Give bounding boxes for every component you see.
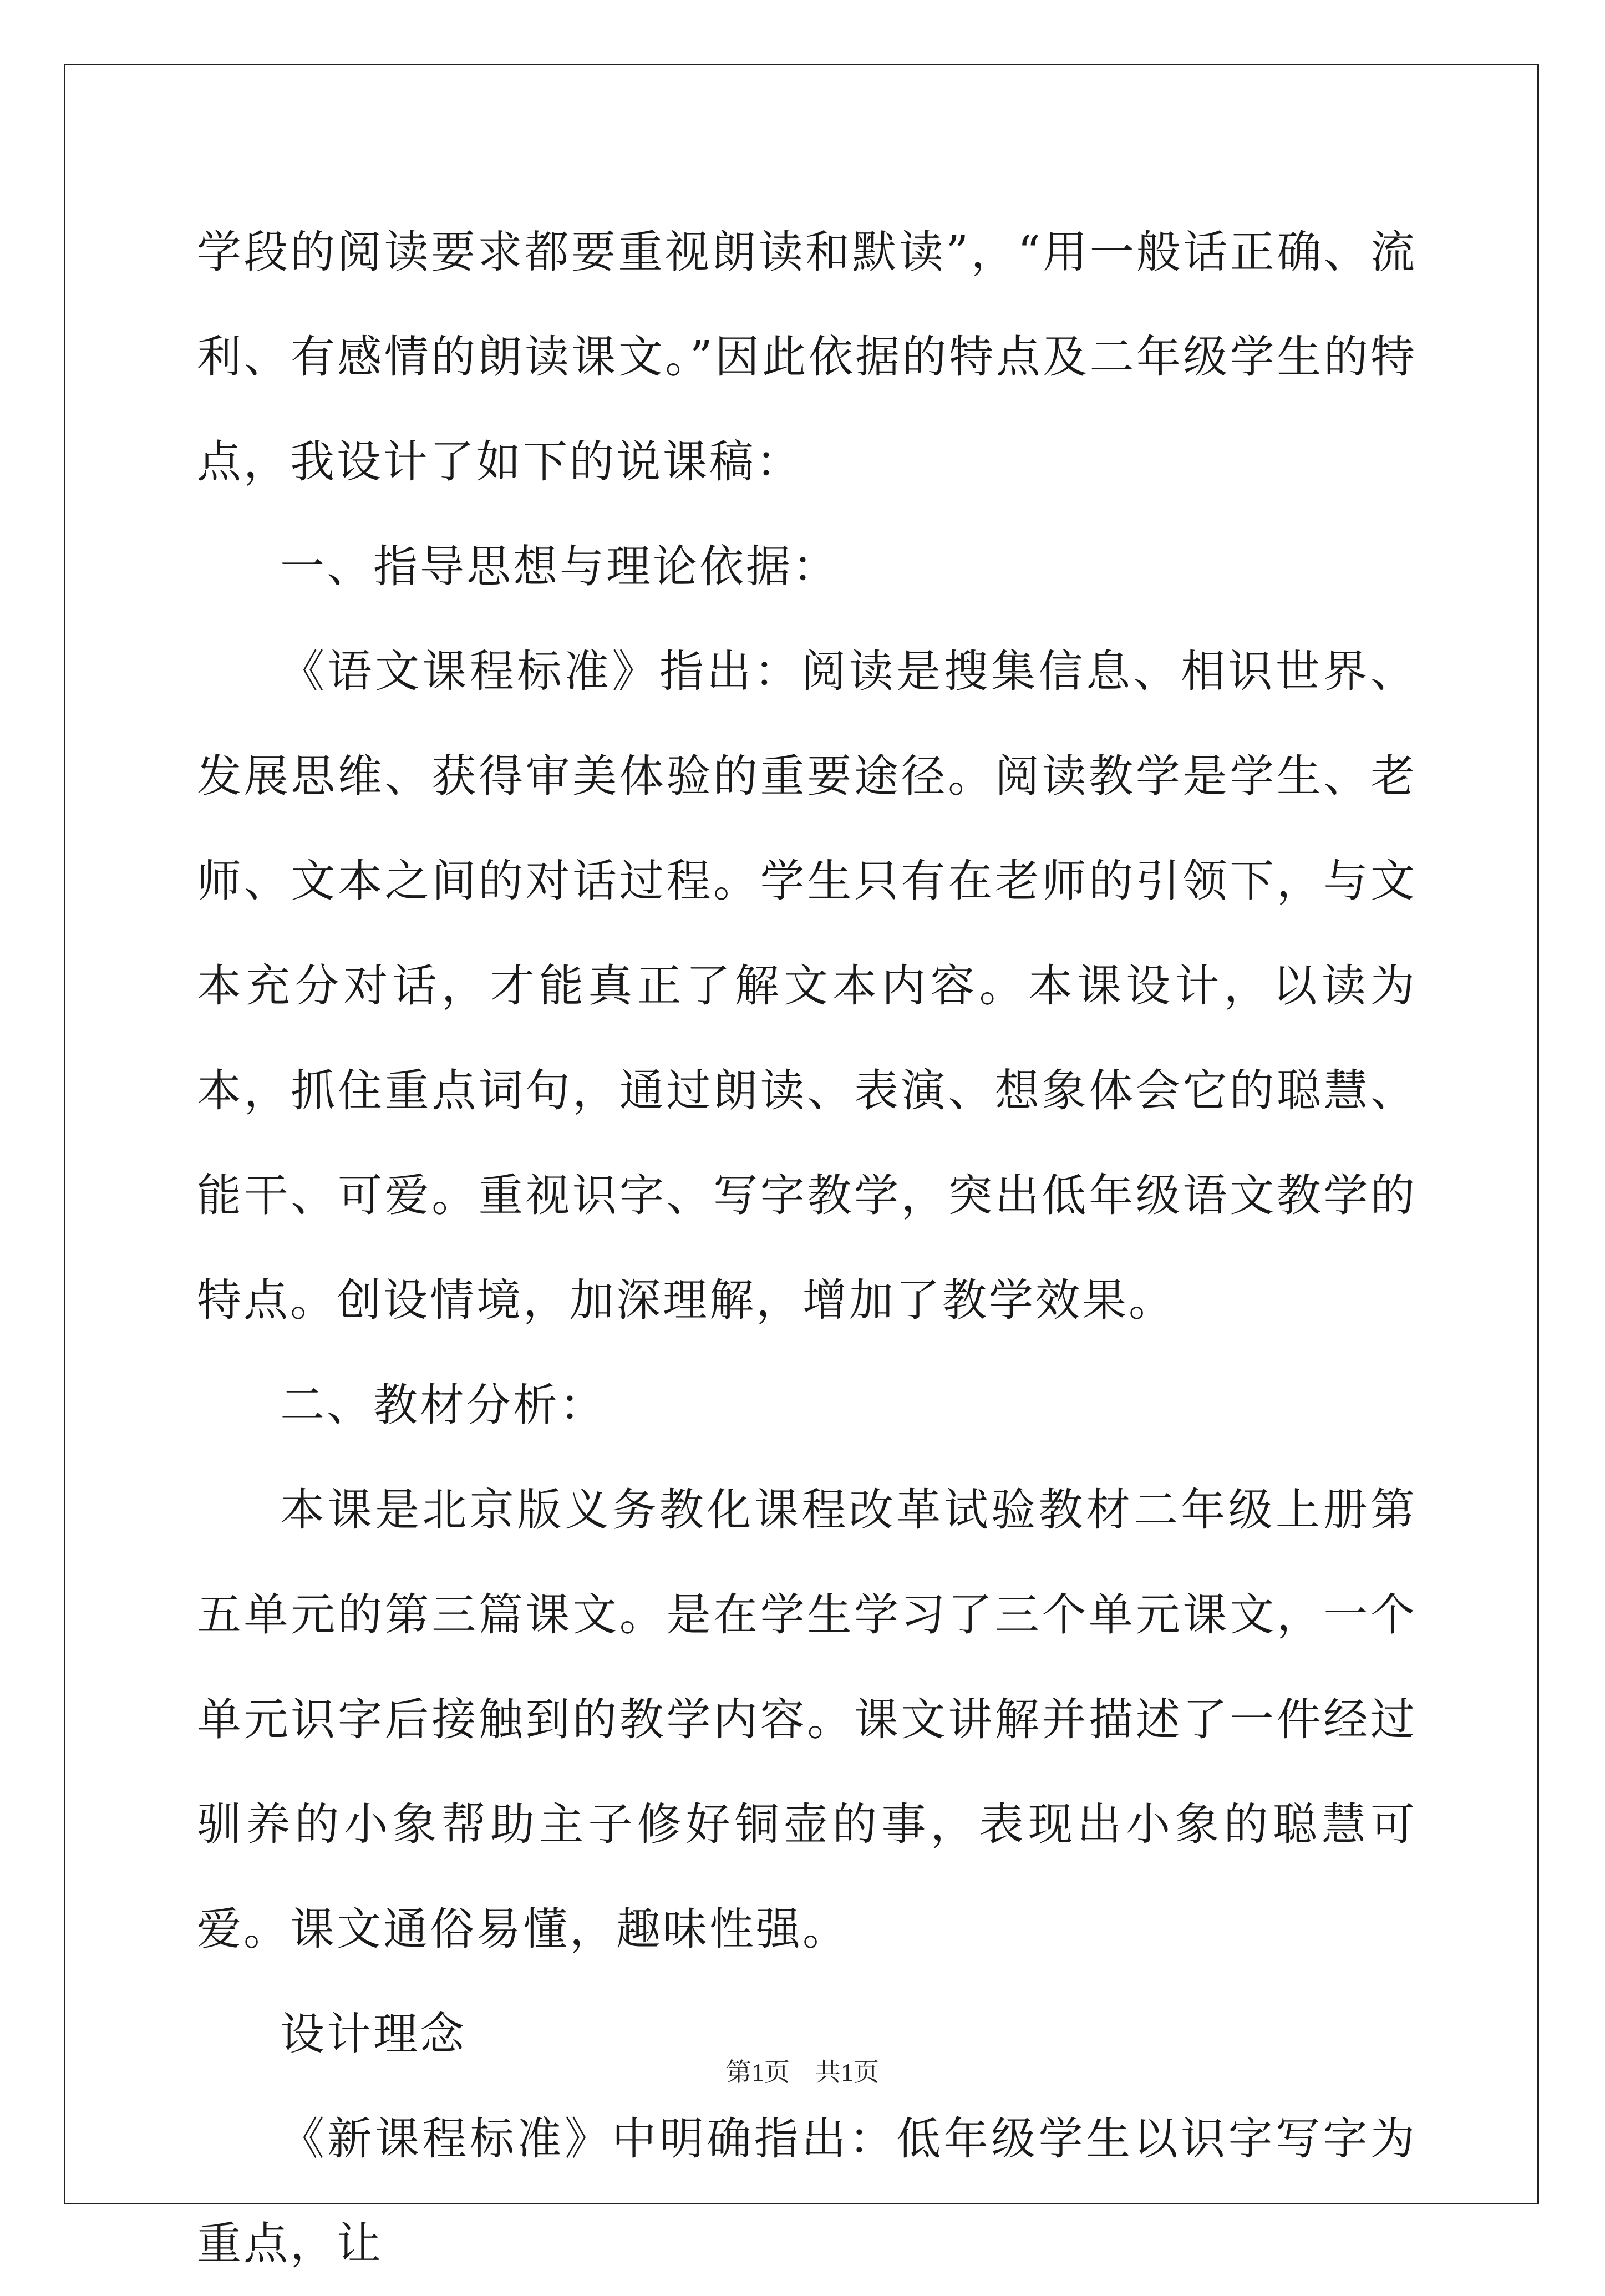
paragraph: 《语文课程标准》指出：阅读是搜集信息、相识世界、发展思维、获得审美体验的重要途径。阅读教学是学生、老师、文本之间的对话过程。学生只有在老师的引领下，与文本充分对话，才能真正了解文本内容。本课设计，以读为本，抓住重点词句，通过朗读、表演、想象体会它的聪慧、能干、可爱。重视识字、写字教学，突出低年级语文教学的特点。创设情境，加深理解，增加了教学效果。 (197, 646, 1417, 1326)
page-total: 共1页 (815, 2058, 879, 2086)
section-heading: 设计理念 (280, 2008, 466, 2060)
document-body (197, 200, 1417, 2296)
paragraph: 《新课程标准》中明确指出：低年级学生以识字写字为重点，让 (197, 2113, 1417, 2269)
paragraph: 本课是北京版义务教化课程改革试验教材二年级上册第五单元的第三篇课文。是在学生学习了三个单元课文，一个单元识字后接触到的教学内容。课文讲解并描述了一件经过驯养的小象帮助主子修好铜壶的事，表现出小象的聪慧可爱。课文通俗易懂，趣味性强。 (197, 1484, 1417, 1955)
page-number: 第1页 (726, 2058, 790, 2086)
section-heading: 二、教材分析： (280, 1379, 606, 1431)
page-footer (0, 2052, 1605, 2089)
paragraph: 学段的阅读要求都要重视朗读和默读”，“用一般话正确、流利、有感情的朗读课文。”因此依据的特点及二年级学生的特点，我设计了如下的说课稿： (197, 226, 1417, 487)
section-heading: 一、指导思想与理论依据： (280, 541, 839, 592)
